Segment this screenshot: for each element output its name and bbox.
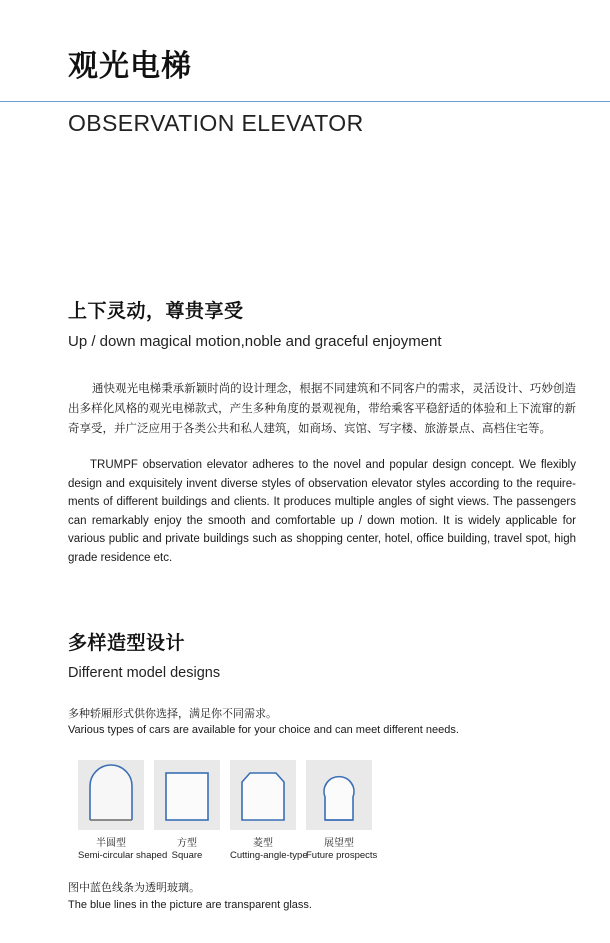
model-thumbnail-cutting-angle xyxy=(230,760,296,830)
model-caption-cutting-angle xyxy=(230,837,308,862)
model-caption-square xyxy=(154,837,220,862)
footnote-en: The blue lines in the picture are transparent glass. xyxy=(68,898,312,911)
square-shape-icon xyxy=(154,760,220,830)
section-two-title-cn: 多样造型设计 xyxy=(68,632,186,654)
model-label-cn: 方型 xyxy=(177,838,197,849)
page-title-cn: 观光电梯 xyxy=(68,49,192,84)
page-title-en: OBSERVATION ELEVATOR xyxy=(68,110,364,136)
section-model-designs xyxy=(68,632,576,739)
model-caption-semi-circular xyxy=(78,837,168,862)
header-divider xyxy=(0,101,610,102)
section-one-paragraph-en: TRUMPF observation elevator adheres to the novel and popular design concept. We flexibly design and exquisitely invent diverse styles of observation elevator styles according to the require-ments of different buildings and clients. It produces multiple angles of sight views. The passengers can remarkably enjoy the smooth and comfortable up / down motion. It is widely applicable for various public and private buildings such as shopping center, hotel, office building, travel spot, high grade residence etc. xyxy=(68,458,576,565)
model-label-en: Future prospects xyxy=(306,850,378,861)
section-two-title-en: Different model designs xyxy=(68,664,221,681)
model-label-en: Semi-circular shaped xyxy=(78,850,168,861)
model-item-square xyxy=(154,760,220,862)
model-label-cn: 展望型 xyxy=(324,838,354,849)
model-thumbnail-square xyxy=(154,760,220,830)
footnote-cn: 图中蓝色线条为透明玻璃。 xyxy=(68,881,200,894)
section-one-paragraph-cn: 通快观光电梯秉承新颖时尚的设计理念，根据不同建筑和不同客户的需求，灵活设计、巧妙创造出多样化风格的观光电梯款式，产生多种角度的景观视角，带给乘客平稳舒适的体验和上下流窜的新奇享受，并广泛应用于各类公共和私人建筑，如商场、宾馆、写字楼、旅游景点、高档住宅等。 xyxy=(68,380,576,435)
model-item-future-prospects xyxy=(306,760,378,862)
model-caption-future-prospects xyxy=(306,837,378,862)
section-one-title-en: Up / down magical motion,noble and graceful enjoyment xyxy=(68,332,442,350)
cutting-angle-shape-icon xyxy=(230,760,296,830)
future-prospects-shape-icon xyxy=(306,760,372,830)
model-thumbnail-semi-circular xyxy=(78,760,144,830)
section-two-note-cn: 多种轿厢形式供你选择，满足你不同需求。 xyxy=(68,706,277,720)
section-one-title-cn: 上下灵动，尊贵享受 xyxy=(68,300,244,322)
model-label-en: Square xyxy=(171,850,203,861)
section-introduction xyxy=(68,300,576,568)
model-label-en: Cutting-angle-type xyxy=(230,850,308,861)
semi-circular-shape-icon xyxy=(78,760,144,830)
model-label-cn: 半圆型 xyxy=(96,838,126,849)
section-two-note-en: Various types of cars are available for your choice and can meet different needs. xyxy=(68,724,459,737)
model-item-cutting-angle xyxy=(230,760,308,862)
model-thumbnail-future-prospects xyxy=(306,760,372,830)
model-gallery xyxy=(78,760,378,862)
glass-footnote xyxy=(68,880,576,913)
model-item-semi-circular xyxy=(78,760,168,862)
model-label-cn: 菱型 xyxy=(253,838,273,849)
